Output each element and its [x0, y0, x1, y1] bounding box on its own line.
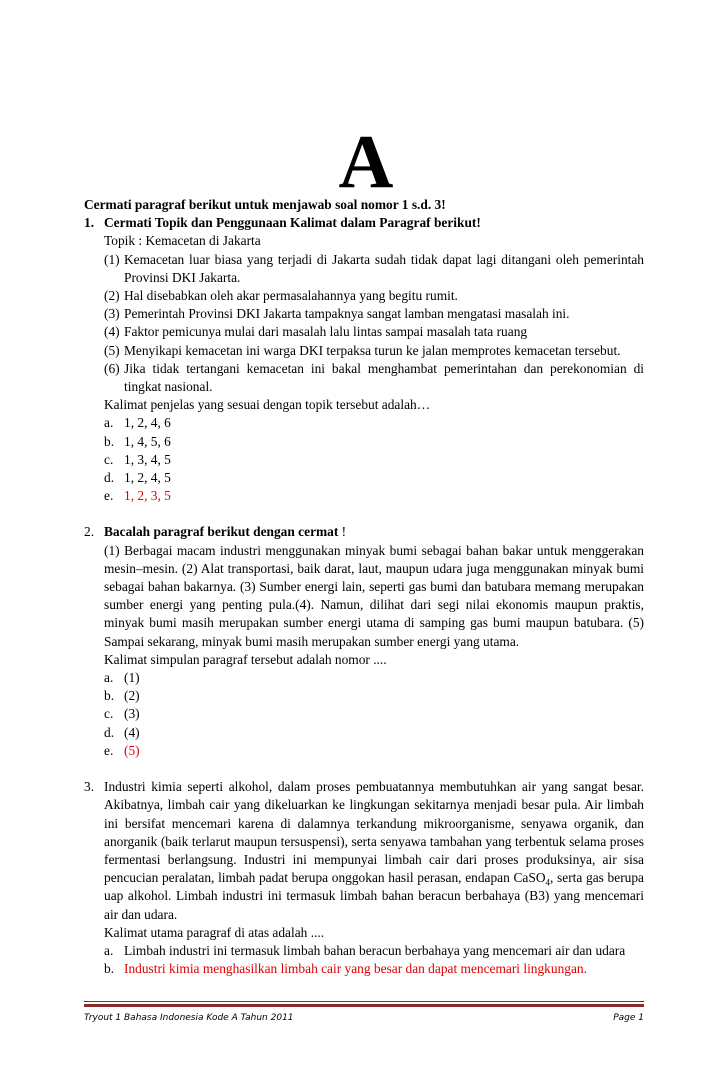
- answer-option-c: [104, 451, 644, 469]
- sentence-item: [104, 323, 644, 341]
- question-prompt: Kalimat utama paragraf di atas adalah ....: [104, 924, 325, 940]
- sentence-label: (6): [104, 360, 120, 376]
- question-number: 1.: [84, 215, 95, 231]
- option-label: a.: [104, 670, 114, 686]
- option-text: 1, 2, 4, 6: [124, 415, 171, 431]
- answer-option-b: [104, 433, 644, 451]
- question-2: [84, 523, 644, 760]
- reading-paragraph: (1) Berbagai macam industri menggunakan minyak bumi sebagai bahan bakar untuk menggerakan mesin–mesin. (2) Alat transportasi, baik darat, laut, maupun udara juga menggunakan minyak bumi sebagai bahan bakarnya. (3) Sumber energi lain, seperti gas bumi dan batubara memang merupakan sumber energi yang penting pula.(4). Namun, dilihat dari segi nilai ekonomis maupun praktis, minyak bumi masih merupakan sumber energi utama di samping gas bumi maupun batubara. (5) Sampai sekarang, minyak bumi masih merupakan sumber energi yang utama.: [104, 542, 644, 649]
- paragraph-part-1: Industri kimia seperti alkohol, dalam proses pembuatannya membutuhkan air yang sangat besar. Akibatnya, limbah cair yang dikeluarkan ke lingkungan sekitarnya menjadi besar pula. Air limbah ini bersifat mencemari karena di dalamnya terkandung mikroorganisme, senyawa organik, dan anorganik (baik terlarut maupun tersuspensi), serta senyawa tambahan yang terbentuk selama proses fermentasi berlangsung. Industri ini mempunyai limbah cair dari proses produksinya, air sisa pencucian peralatan, limbah padat berupa onggokan hasil perasan, endapan CaSO: [104, 779, 644, 886]
- option-label: d.: [104, 470, 115, 486]
- correct-answer-text: 1, 2, 3, 5: [124, 488, 171, 504]
- exam-code-letter: A: [338, 120, 394, 204]
- document-body: [84, 196, 644, 978]
- option-label: e.: [104, 742, 114, 758]
- footer-rule-thick: [84, 1004, 644, 1007]
- question-prompt: Kalimat penjelas yang sesuai dengan topik tersebut adalah…: [104, 397, 431, 413]
- footer-page-number: Page 1: [613, 1013, 644, 1023]
- sentence-text: Jika tidak tertangani kemacetan ini bakal menghambat pemerintahan dan perekonomian di tingkat nasional.: [124, 360, 644, 395]
- correct-answer-text: Industri kimia menghasilkan limbah cair yang besar dan dapat mencemari lingkungan.: [124, 961, 587, 977]
- footer-rule-thin: [84, 1001, 644, 1002]
- option-text: (1): [124, 670, 140, 686]
- option-text: Limbah industri ini termasuk limbah bahan beracun berbahaya yang mencemari air dan udara: [124, 942, 626, 958]
- question-number: 3.: [84, 779, 95, 795]
- answer-option-d: [104, 724, 644, 742]
- answer-option-a: [104, 414, 644, 432]
- option-label: c.: [104, 451, 114, 467]
- option-label: d.: [104, 724, 115, 740]
- option-label: b.: [104, 961, 115, 977]
- option-text: 1, 3, 4, 5: [124, 451, 171, 467]
- option-text: 1, 4, 5, 6: [124, 433, 171, 449]
- question-1: [84, 214, 644, 505]
- sentence-item: [104, 251, 644, 287]
- sentence-item: [104, 342, 644, 360]
- question-title: Bacalah paragraf berikut dengan cermat: [104, 524, 339, 540]
- correct-answer-text: (5): [124, 742, 140, 758]
- option-text: (2): [124, 688, 140, 704]
- question-3: [84, 778, 644, 978]
- option-label: a.: [104, 415, 114, 431]
- option-text: 1, 2, 4, 5: [124, 470, 171, 486]
- question-title-line: [104, 523, 644, 541]
- sentence-label: (4): [104, 324, 120, 340]
- footer-document-title: Tryout 1 Bahasa Indonesia Kode A Tahun 2011: [84, 1013, 294, 1023]
- option-text: (4): [124, 724, 140, 740]
- sentence-label: (5): [104, 342, 120, 358]
- question-title-suffix: !: [338, 524, 347, 540]
- option-label: b.: [104, 433, 115, 449]
- sentence-text: Faktor pemicunya mulai dari masalah lalu lintas sampai masalah tata ruang: [124, 324, 528, 340]
- chemical-subscript: 4: [545, 877, 550, 888]
- sentence-item: [104, 305, 644, 323]
- topic-line: Topik : Kemacetan di Jakarta: [104, 233, 261, 249]
- sentence-item: [104, 287, 644, 305]
- reading-paragraph: [104, 778, 644, 924]
- answer-option-e: [104, 742, 644, 760]
- sentence-text: Kemacetan luar biasa yang terjadi di Jakarta sudah tidak dapat lagi ditangani oleh pemerintah Provinsi DKI Jakarta.: [124, 251, 644, 285]
- option-label: c.: [104, 706, 114, 722]
- answer-option-a: [104, 942, 644, 960]
- option-label: e.: [104, 488, 114, 504]
- answer-option-b: [104, 960, 644, 978]
- option-label: b.: [104, 688, 115, 704]
- answer-option-c: [104, 705, 644, 723]
- sentence-text: Hal disebabkan oleh akar permasalahannya yang begitu rumit.: [124, 288, 458, 304]
- answer-option-a: [104, 669, 644, 687]
- answer-option-d: [104, 469, 644, 487]
- sentence-label: (1): [104, 251, 120, 267]
- sentence-label: (3): [104, 306, 120, 322]
- question-prompt: Kalimat simpulan paragraf tersebut adalah nomor ....: [104, 651, 387, 667]
- answer-option-e: [104, 487, 644, 505]
- option-label: a.: [104, 942, 114, 958]
- option-text: (3): [124, 706, 140, 722]
- sentence-text: Pemerintah Provinsi DKI Jakarta tampaknya sangat lamban mengatasi masalah ini.: [124, 306, 570, 322]
- question-number: 2.: [84, 524, 95, 540]
- sentence-text: Menyikapi kemacetan ini warga DKI terpaksa turun ke jalan memprotes kemacetan tersebut.: [124, 342, 621, 358]
- sentence-label: (2): [104, 288, 120, 304]
- sentence-item: [104, 360, 644, 396]
- instruction-heading: Cermati paragraf berikut untuk menjawab soal nomor 1 s.d. 3!: [84, 197, 446, 212]
- question-title: Cermati Topik dan Penggunaan Kalimat dalam Paragraf berikut!: [104, 215, 481, 231]
- answer-option-b: [104, 687, 644, 705]
- paragraph-part-2: , serta gas berupa uap alkohol. Limbah industri ini termasuk limbah bahan beracun berbahaya (B3) yang mencemari air dan udara.: [104, 870, 644, 922]
